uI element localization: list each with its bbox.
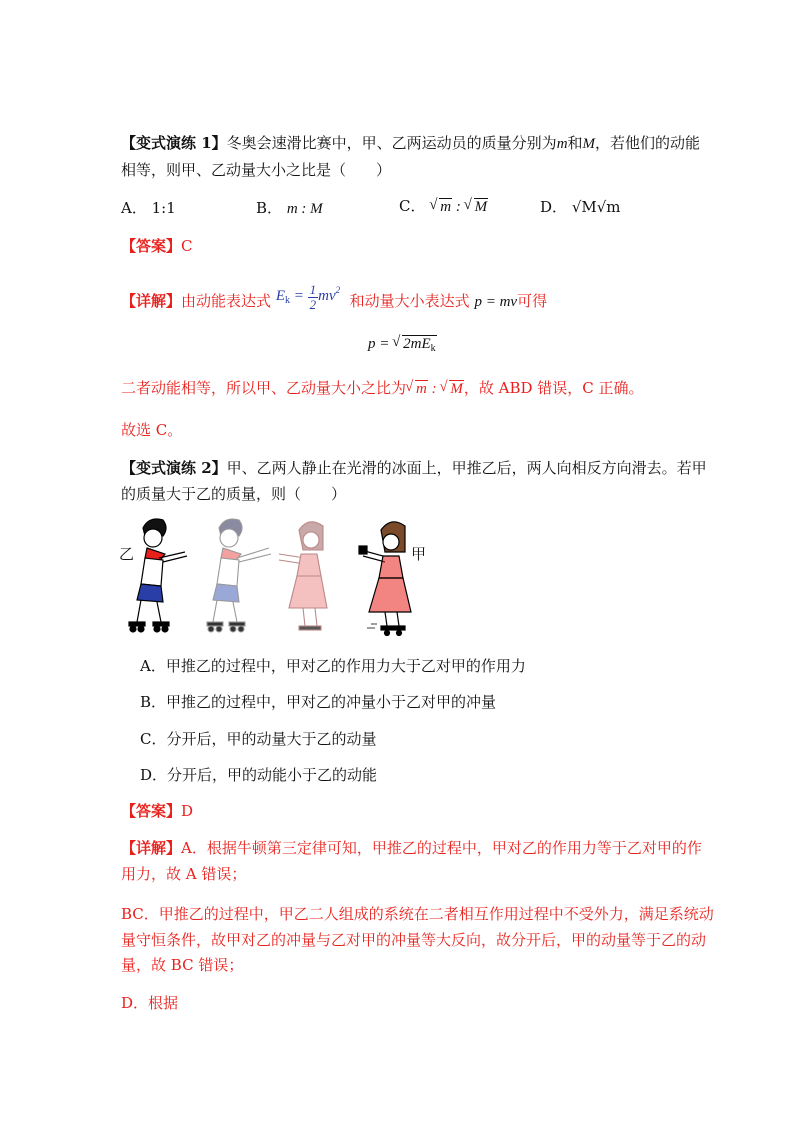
q1-line1: [121, 133, 700, 154]
var-m: m: [556, 136, 568, 152]
q2-bc-line3: 量，故 BC 错误；: [121, 956, 244, 974]
q1-stem-text-a: 冬奥会速滑比赛中，甲、乙两运动员的质量分别为: [226, 134, 557, 152]
label-yi: 乙: [119, 545, 135, 563]
q1-stem-text-b: ，若他们的动能: [595, 134, 701, 152]
q1-bracket-label: 【变式演练 1】: [121, 134, 227, 152]
detail-text-b: 和动量大小表达式: [349, 292, 470, 310]
word-he: 和: [567, 134, 583, 152]
option-d-value: √M√m: [571, 198, 621, 216]
q2-option-b: B．甲推乙的过程中，甲对乙的冲量小于乙对甲的冲量: [140, 693, 497, 711]
q2-bc-line2: 量守恒条件，故甲对乙的冲量与乙对甲的冲量等大反向，故分开后，甲的动量等于乙的动: [121, 931, 707, 949]
q1-conclusion: [121, 378, 644, 399]
q2-bracket-label: 【变式演练 2】: [121, 459, 227, 477]
answer-label: 【答案】: [121, 237, 182, 255]
option-b-value: m : M: [286, 201, 323, 217]
q1-answer: [121, 236, 193, 256]
q1-option-d: [540, 197, 621, 217]
q2-answer: [121, 801, 193, 821]
option-a-label: A．: [121, 199, 147, 217]
momentum-formula: p = √ $2mE_k$: [368, 334, 437, 359]
conclusion-text-b: ，故 ABD 错误，C 正确。: [463, 379, 644, 397]
ek-formula: $E_k$ = $\frac{1}{2}$ $mv^2$: [275, 281, 341, 312]
option-c-colon: :: [452, 199, 465, 215]
q1-option-a: [121, 198, 176, 218]
q2-bc-line1: BC．甲推乙的过程中，甲乙二人组成的系统在二者相互作用过程中不受外力，满足系统动: [121, 905, 714, 923]
sqrt-M: √ M: [465, 197, 489, 217]
skaters-figure: [119, 514, 429, 638]
girl-skater-middle: [279, 522, 327, 630]
q2-option-c: C．分开后，甲的动量大于乙的动量: [140, 730, 377, 748]
q2-line1: [121, 458, 707, 478]
girl-skater-right: [359, 522, 411, 636]
q2-detail-line2: 用力，故 A 错误；: [121, 865, 247, 883]
q2-answer-label: 【答案】: [121, 802, 182, 820]
q2-detail-text: A．根据牛顿第三定律可知，甲推乙的过程中，甲对乙的作用力等于乙对甲的作: [181, 839, 702, 857]
label-jia: 甲: [411, 545, 427, 563]
option-b-label: B．: [256, 199, 283, 217]
q2-d-line: D．根据: [121, 994, 179, 1012]
sqrt-m: √ m: [430, 197, 452, 217]
conclusion-text-a: 二者动能相等，所以甲、乙动量大小之比为: [121, 379, 407, 397]
detail-text-c: 可得: [517, 292, 548, 310]
p-eq-mv: p = mv: [474, 294, 518, 310]
q2-option-d: D．分开后，甲的动能小于乙的动能: [140, 766, 378, 784]
half-fraction: $\frac{1}{2}$: [309, 281, 317, 312]
answer-value: C: [181, 237, 193, 255]
q2-option-a: A．甲推乙的过程中，甲对乙的作用力大于乙对甲的作用力: [140, 657, 526, 675]
q1-option-c: [399, 196, 488, 217]
boy-skater-left: [129, 519, 187, 632]
option-d-label: D．: [540, 198, 568, 216]
q2-detail-line1: [121, 838, 702, 858]
conclusion-colon: :: [427, 381, 441, 397]
var-M: M: [582, 136, 596, 152]
q2-answer-value: D: [181, 802, 194, 820]
sqrt-2mEk: √ $2mE_k$: [393, 334, 437, 359]
detail-text-a: 由动能表达式: [181, 292, 272, 310]
option-c-label: C．: [399, 197, 426, 215]
detail-label: 【详解】: [121, 292, 182, 310]
option-a-value: 1:1: [151, 199, 176, 217]
q1-detail: [121, 282, 547, 312]
q2-detail-label: 【详解】: [121, 839, 182, 857]
skaters-illustration: [119, 514, 429, 638]
boy-skater-middle: [207, 519, 271, 632]
conclusion-sqrt-m: √ m: [406, 379, 428, 399]
q1-option-b: [256, 198, 323, 219]
q2-stem-text: 甲、乙两人静止在光滑的冰面上，甲推乙后，两人向相反方向滑去。若甲: [226, 459, 707, 477]
q1-line2: 相等，则甲、乙动量大小之比是（ ）: [121, 161, 392, 179]
q1-select: 故选 C。: [121, 421, 183, 439]
conclusion-sqrt-M: √ M: [440, 379, 464, 399]
q2-line2: 的质量大于乙的质量，则（ ）: [121, 485, 347, 503]
